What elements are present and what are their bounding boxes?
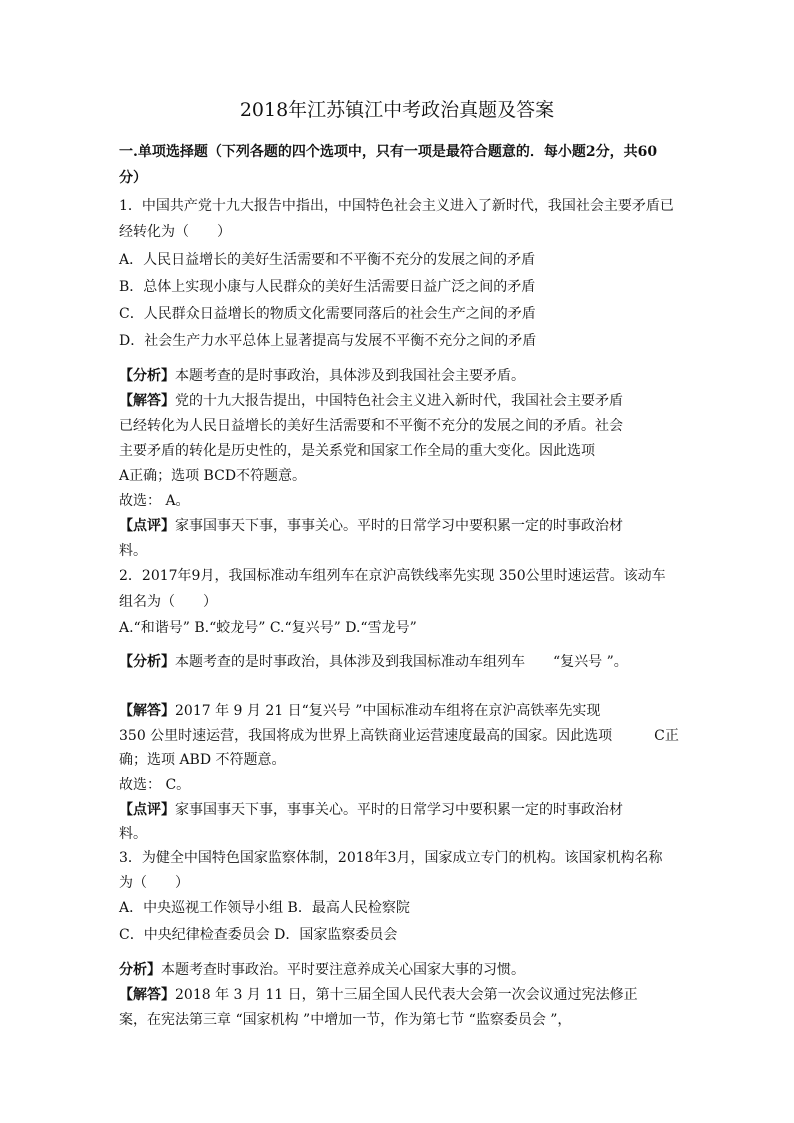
q3-analysis xyxy=(119,960,525,980)
q1-option-c: C．人民群众日益增长的物质文化需要同落后的社会生产之间的矛盾 xyxy=(119,306,536,322)
q2-answer-cont: 350 公里时速运营，我国将成为世界上高铁商业运营速度最高的国家。因此选项 C正 xyxy=(119,728,679,744)
analysis-tag: 【分析】 xyxy=(119,368,175,384)
q3-stem: 3．为健全中国特色国家监察体制，2018年3月，国家成立专门的机构。该国家机构名称 xyxy=(119,850,663,866)
answer-text: 党的十九大报告提出，中国特色社会主义进入新时代，我国社会主要矛盾 xyxy=(175,393,623,409)
q3-answer-cont: 案，在宪法第三章 “国家机构 ”中增加一节，作为第七节 “监察委员会 ”， xyxy=(119,1012,572,1028)
answer-text: 2017 年 9 月 21 日“复兴号 ”中国标准动车组将在京沪高铁率先实现 xyxy=(175,703,601,719)
q2-answer-cont: 确；选项 ABD 不符题意。 xyxy=(119,752,286,768)
q1-comment-cont: 料。 xyxy=(119,543,147,559)
answer-text: 2018 年 3 月 11 日，第十三届全国人民代表大会第一次会议通过宪法修正 xyxy=(175,987,638,1003)
analysis-text: 本题考查的是时事政治，具体涉及到我国标准动车组列车 “复兴号 ”。 xyxy=(175,654,628,670)
q2-options: A.“和谐号” B.“蛟龙号” C.“复兴号” D.“雪龙号” xyxy=(119,620,417,636)
q1-comment xyxy=(119,516,623,536)
q2-comment-cont: 料。 xyxy=(119,826,147,842)
q2-answer xyxy=(119,701,600,721)
q1-stem-cont: 经转化为（ ） xyxy=(119,224,231,240)
comment-text: 家事国事天下事，事事关心。平时的日常学习中要积累一定的时事政治材 xyxy=(175,802,623,818)
comment-tag: 【点评】 xyxy=(119,802,175,818)
q3-stem-cont: 为（ ） xyxy=(119,875,189,891)
q1-analysis xyxy=(119,366,525,386)
section-heading-cont: 分） xyxy=(119,170,147,186)
answer-tag: 【解答】 xyxy=(119,703,175,719)
q2-stem: 2．2017年9月，我国标准动车组列车在京沪高铁线率先实现 350公里时速运营。该动车 xyxy=(119,568,666,584)
q1-answer xyxy=(119,391,623,411)
q1-answer-cont: A正确；选项 BCD不符题意。 xyxy=(119,468,307,484)
q2-choice: 故选： C。 xyxy=(119,777,191,793)
section-heading: 一.单项选择题（下列各题的四个选项中，只有一项是最符合题意的．每小题2分，共60 xyxy=(119,144,658,160)
q1-answer-cont: 已经转化为人民日益增长的美好生活需要和不平衡不充分的发展之间的矛盾。社会 xyxy=(119,418,623,434)
analysis-text: 本题考查的是时事政治，具体涉及到我国社会主要矛盾。 xyxy=(175,368,525,384)
q1-stem: 1．中国共产党十九大报告中指出，中国特色社会主义进入了新时代，我国社会主要矛盾已 xyxy=(119,198,674,214)
q2-stem-cont: 组名为（ ） xyxy=(119,594,217,610)
q1-answer-cont: 主要矛盾的转化是历史性的，是关系党和国家工作全局的重大变化。因此选项 xyxy=(119,443,595,459)
comment-tag: 【点评】 xyxy=(119,518,175,534)
q1-choice: 故选： A。 xyxy=(119,493,190,509)
q2-comment xyxy=(119,800,623,820)
page-title: 2018年江苏镇江中考政治真题及答案 xyxy=(239,99,555,121)
answer-tag: 【解答】 xyxy=(119,987,175,1003)
analysis-tag: 分析】 xyxy=(119,962,161,978)
comment-text: 家事国事天下事，事事关心。平时的日常学习中要积累一定的时事政治材 xyxy=(175,518,623,534)
answer-tag: 【解答】 xyxy=(119,393,175,409)
q1-option-a: A．人民日益增长的美好生活需要和不平衡不充分的发展之间的矛盾 xyxy=(119,252,536,268)
q3-answer xyxy=(119,985,638,1005)
q3-options-cont: C．中央纪律检查委员会 D．国家监察委员会 xyxy=(119,927,398,943)
analysis-tag: 【分析】 xyxy=(119,654,175,670)
q1-option-d: D．社会生产力水平总体上显著提高与发展不平衡不充分之间的矛盾 xyxy=(119,333,537,349)
q3-options: A．中央巡视工作领导小组 B．最高人民检察院 xyxy=(119,900,410,916)
q2-analysis xyxy=(119,652,628,672)
analysis-text: 本题考查时事政治。平时要注意养成关心国家大事的习惯。 xyxy=(161,962,525,978)
q1-option-b: B．总体上实现小康与人民群众的美好生活需要日益广泛之间的矛盾 xyxy=(119,279,536,295)
